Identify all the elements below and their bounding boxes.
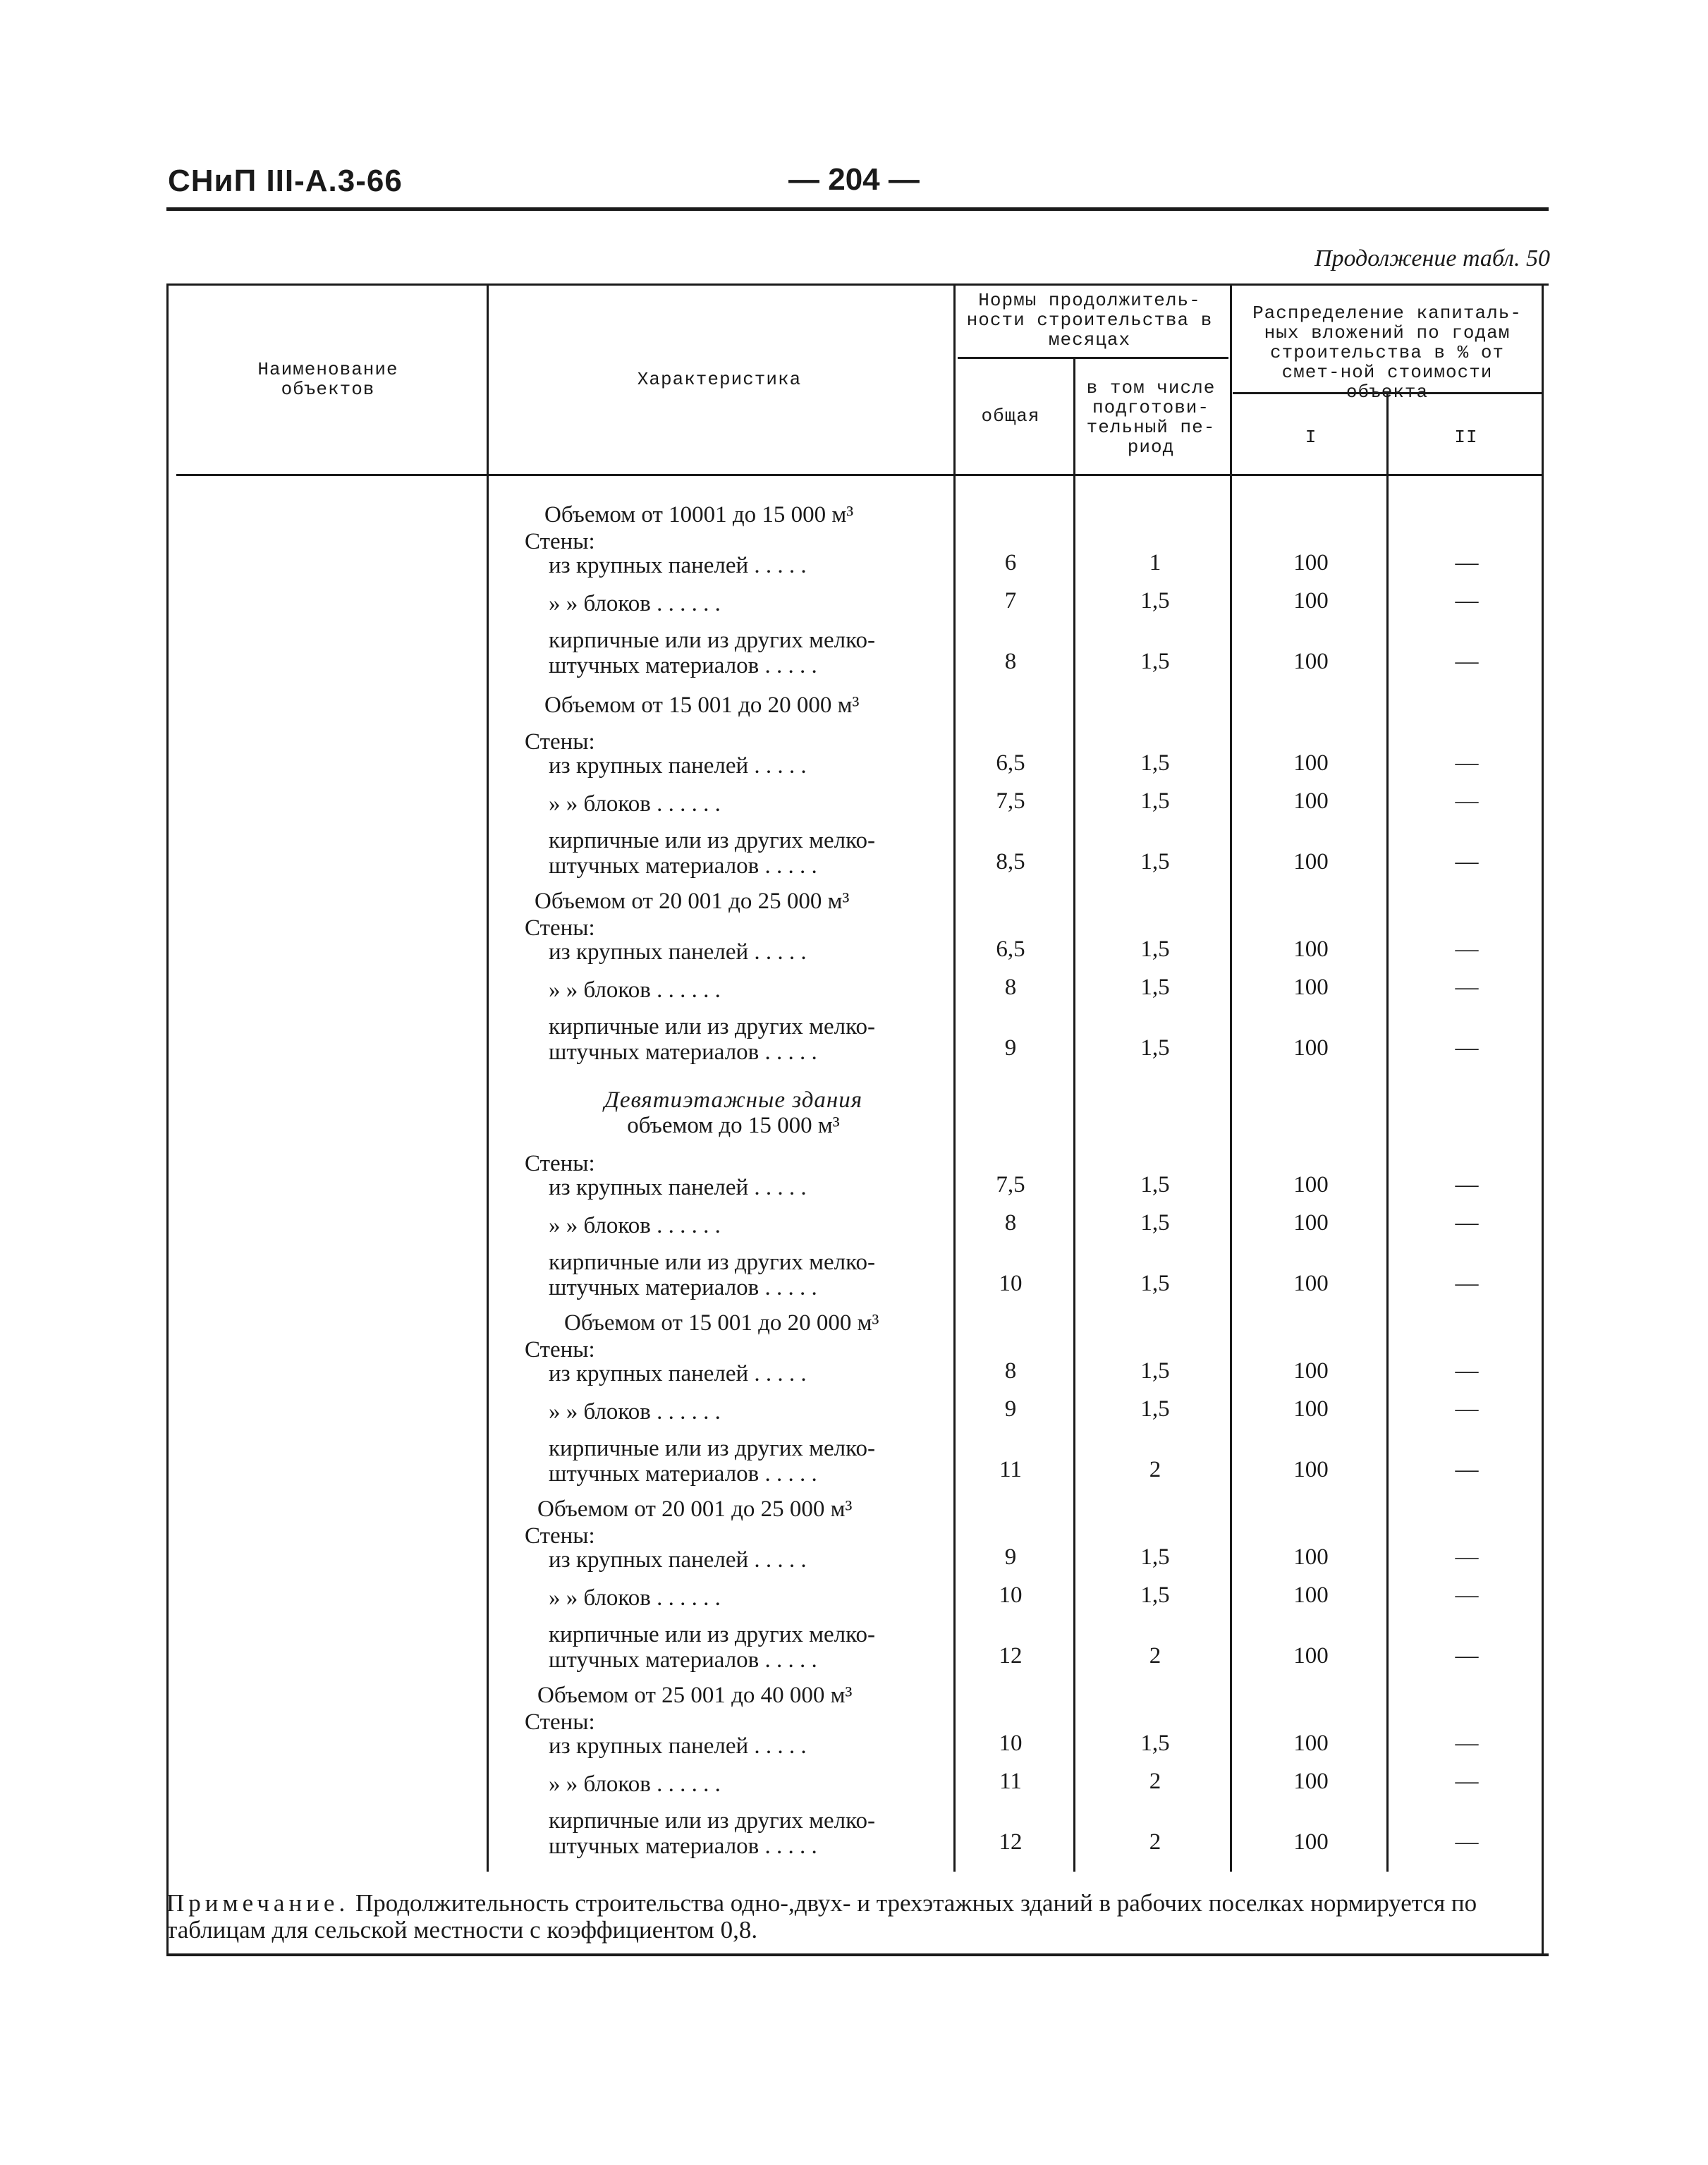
row-label: » » блоков . . . . . . (549, 791, 721, 817)
header-col-characteristic: Характеристика (637, 369, 802, 390)
header-col-total: общая (981, 405, 1040, 427)
cell-year1: 100 (1293, 1210, 1329, 1236)
cell-prep: 1,5 (1140, 1582, 1170, 1608)
row-label: из крупных панелей . . . . . (549, 753, 807, 779)
cell-year1: 100 (1293, 1035, 1329, 1061)
cell-total: 10 (999, 1271, 1023, 1296)
header-bottom-rule (176, 474, 1542, 476)
cell-year2: — (1455, 937, 1479, 962)
walls-label: Стены: (525, 1337, 595, 1362)
cell-year2: — (1455, 1172, 1479, 1197)
cell-prep: 2 (1149, 1769, 1161, 1794)
row-label-line1: кирпичные или из других мелко- (549, 1622, 875, 1647)
cell-total: 6,5 (996, 750, 1025, 776)
cell-prep: 1,5 (1140, 588, 1170, 614)
cell-total: 10 (999, 1731, 1023, 1756)
row-label-line1: кирпичные или из других мелко- (549, 1014, 875, 1039)
col-divider-total (1073, 357, 1075, 1872)
row-label: из крупных панелей . . . . . (549, 1733, 807, 1759)
cell-year1: 100 (1293, 1829, 1329, 1855)
cell-year1: 100 (1293, 750, 1329, 776)
cell-prep: 1,5 (1140, 1172, 1170, 1197)
cell-year1: 100 (1293, 1396, 1329, 1422)
cell-year2: — (1455, 1643, 1479, 1669)
cell-year1: 100 (1293, 975, 1329, 1000)
table-note (166, 1890, 1542, 1944)
cell-year1: 100 (1293, 1769, 1329, 1794)
cell-total: 10 (999, 1582, 1023, 1608)
row-label-line1: кирпичные или из других мелко- (549, 828, 875, 853)
cell-year2: — (1455, 1457, 1479, 1482)
section-heading: Девятиэтажные здания (604, 1087, 863, 1113)
walls-label: Стены: (525, 529, 595, 554)
cell-year1: 100 (1293, 788, 1329, 814)
section-title: Объемом от 20 001 до 25 000 м³ (537, 1496, 853, 1522)
row-label-line2: штучных материалов . . . . . (549, 1461, 817, 1487)
cell-year2: — (1455, 975, 1479, 1000)
cell-year2: — (1455, 1544, 1479, 1570)
cell-year1: 100 (1293, 550, 1329, 575)
cell-year2: — (1455, 1582, 1479, 1608)
cell-year2: — (1455, 1769, 1479, 1794)
row-label: из крупных панелей . . . . . (549, 1547, 807, 1573)
col-divider-name (487, 285, 489, 1872)
table-top-rule (166, 283, 1549, 286)
walls-label: Стены: (525, 1709, 595, 1735)
cell-prep: 1,5 (1140, 750, 1170, 776)
cell-total: 7,5 (996, 788, 1025, 814)
cell-year1: 100 (1293, 1172, 1329, 1197)
cell-year2: — (1455, 1731, 1479, 1756)
cell-total: 8 (1004, 1210, 1017, 1236)
row-label-line1: кирпичные или из других мелко- (549, 1250, 875, 1275)
row-label: » » блоков . . . . . . (549, 1585, 721, 1611)
row-label: » » блоков . . . . . . (549, 1399, 721, 1425)
cell-total: 9 (1004, 1035, 1017, 1061)
cell-prep: 1,5 (1140, 1358, 1170, 1384)
section-title: Объемом от 10001 до 15 000 м³ (544, 502, 854, 527)
cell-total: 11 (999, 1769, 1022, 1794)
row-label-line2: штучных материалов . . . . . (549, 853, 817, 879)
note-text: Продолжительность строительства одно-,двух- и трехэтажных зданий в рабочих поселках нормируется по таблицам для сельской местности с коэффициентом 0,8. (166, 1889, 1477, 1944)
row-label-line2: штучных материалов . . . . . (549, 1039, 817, 1065)
cell-prep: 1 (1149, 550, 1161, 575)
header-col-prep: в том числе подготови-тельный пе-риод (1086, 377, 1216, 458)
cell-year1: 100 (1293, 1544, 1329, 1570)
cell-prep: 1,5 (1140, 788, 1170, 814)
header-col-name: Наименование объектов (257, 359, 398, 400)
document-code: СНиП III-А.3-66 (168, 164, 403, 198)
table-left-border (166, 283, 169, 1956)
cell-total: 7,5 (996, 1172, 1025, 1197)
cell-year2: — (1455, 750, 1479, 776)
section-title: Объемом от 25 001 до 40 000 м³ (537, 1683, 853, 1708)
header-rule (166, 207, 1549, 211)
cell-total: 8 (1004, 649, 1017, 674)
cell-prep: 1,5 (1140, 1035, 1170, 1061)
header-group-distribution: Распределение капиталь-ных вложений по годам строительства в % от смет-ной стоимости объекта (1252, 303, 1522, 403)
row-label-line2: штучных материалов . . . . . (549, 653, 817, 678)
section-title: Объемом от 15 001 до 20 000 м³ (564, 1310, 879, 1336)
cell-year2: — (1455, 550, 1479, 575)
cell-total: 12 (999, 1829, 1023, 1855)
cell-prep: 1,5 (1140, 649, 1170, 674)
cell-year2: — (1455, 1396, 1479, 1422)
walls-label: Стены: (525, 915, 595, 941)
cell-year1: 100 (1293, 1731, 1329, 1756)
cell-prep: 1,5 (1140, 1210, 1170, 1236)
cell-year1: 100 (1293, 649, 1329, 674)
walls-label: Стены: (525, 1151, 595, 1176)
row-label: » » блоков . . . . . . (549, 977, 721, 1003)
cell-year2: — (1455, 788, 1479, 814)
row-label: » » блоков . . . . . . (549, 1213, 721, 1238)
row-label: из крупных панелей . . . . . (549, 1175, 807, 1200)
cell-total: 8,5 (996, 849, 1025, 874)
row-label-line2: штучных материалов . . . . . (549, 1647, 817, 1673)
cell-year2: — (1455, 1035, 1479, 1061)
col-divider-prep (1230, 285, 1232, 1872)
cell-year2: — (1455, 1271, 1479, 1296)
cell-prep: 2 (1149, 1643, 1161, 1669)
section-title: Объемом от 20 001 до 25 000 м³ (535, 889, 850, 914)
cell-prep: 1,5 (1140, 1544, 1170, 1570)
cell-year1: 100 (1293, 1582, 1329, 1608)
cell-total: 12 (999, 1643, 1023, 1669)
cell-total: 6 (1004, 550, 1017, 575)
cell-total: 9 (1004, 1396, 1017, 1422)
page-number: — 204 — (788, 162, 920, 197)
row-label-line1: кирпичные или из других мелко- (549, 628, 875, 653)
cell-prep: 1,5 (1140, 1396, 1170, 1422)
cell-prep: 1,5 (1140, 975, 1170, 1000)
cell-total: 7 (1004, 588, 1017, 614)
row-label: из крупных панелей . . . . . (549, 939, 807, 965)
cell-year2: — (1455, 588, 1479, 614)
header-col-year1: I (1305, 427, 1317, 448)
cell-year2: — (1455, 1829, 1479, 1855)
walls-label: Стены: (525, 729, 595, 755)
walls-label: Стены: (525, 1523, 595, 1549)
cell-year1: 100 (1293, 588, 1329, 614)
cell-year2: — (1455, 1358, 1479, 1384)
cell-year2: — (1455, 649, 1479, 674)
table-right-border (1542, 283, 1544, 1956)
table-bottom-rule (166, 1953, 1549, 1956)
row-label: из крупных панелей . . . . . (549, 553, 807, 578)
cell-prep: 1,5 (1140, 1731, 1170, 1756)
cell-prep: 1,5 (1140, 937, 1170, 962)
cell-year1: 100 (1293, 1457, 1329, 1482)
cell-year2: — (1455, 849, 1479, 874)
cell-prep: 1,5 (1140, 849, 1170, 874)
section-title: объемом до 15 000 м³ (627, 1113, 840, 1138)
cell-total: 6,5 (996, 937, 1025, 962)
cell-year1: 100 (1293, 849, 1329, 874)
row-label-line2: штучных материалов . . . . . (549, 1275, 817, 1300)
cell-prep: 2 (1149, 1457, 1161, 1482)
cell-total: 8 (1004, 975, 1017, 1000)
row-label-line1: кирпичные или из других мелко- (549, 1436, 875, 1461)
cell-year1: 100 (1293, 1643, 1329, 1669)
row-label: » » блоков . . . . . . (549, 1771, 721, 1797)
cell-prep: 2 (1149, 1829, 1161, 1855)
row-label-line1: кирпичные или из других мелко- (549, 1808, 875, 1834)
note-prefix: Примечание. (166, 1889, 350, 1917)
cell-prep: 1,5 (1140, 1271, 1170, 1296)
cell-year1: 100 (1293, 937, 1329, 962)
row-label: из крупных панелей . . . . . (549, 1361, 807, 1386)
table-caption: Продолжение табл. 50 (1314, 245, 1550, 272)
row-label-line2: штучных материалов . . . . . (549, 1834, 817, 1859)
header-group-duration: Нормы продолжитель-ности строительства в месяцах (966, 290, 1213, 350)
duration-group-rule (958, 357, 1228, 359)
cell-year1: 100 (1293, 1271, 1329, 1296)
cell-total: 11 (999, 1457, 1022, 1482)
cell-total: 9 (1004, 1544, 1017, 1570)
header-col-year2: II (1454, 427, 1478, 448)
section-title: Объемом от 15 001 до 20 000 м³ (544, 693, 860, 718)
col-divider-characteristic (953, 285, 956, 1872)
row-label: » » блоков . . . . . . (549, 591, 721, 616)
cell-year1: 100 (1293, 1358, 1329, 1384)
cell-total: 8 (1004, 1358, 1017, 1384)
cell-year2: — (1455, 1210, 1479, 1236)
